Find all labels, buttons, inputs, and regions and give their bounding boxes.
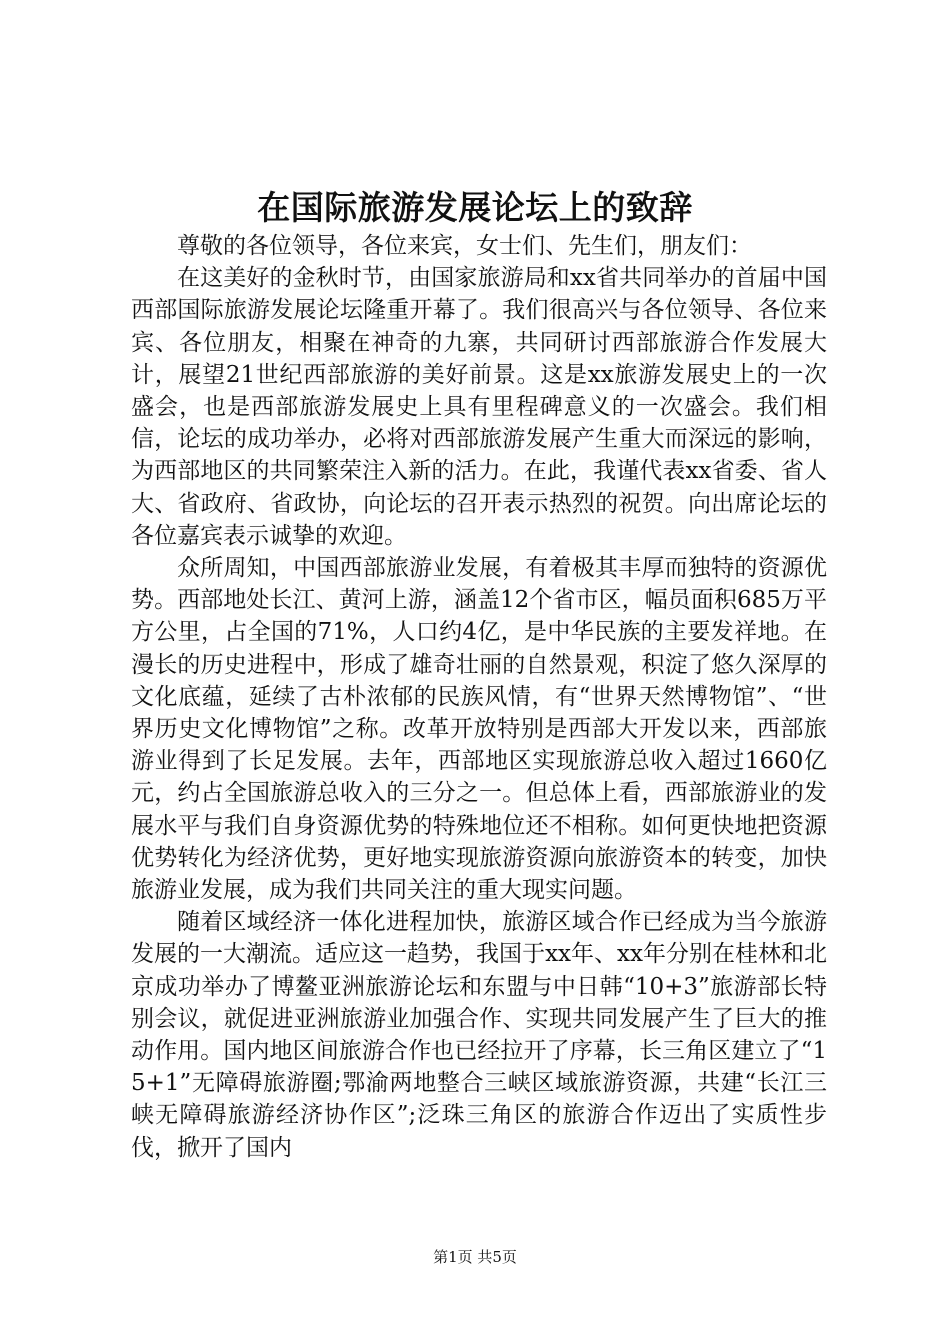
document-title: 在国际旅游发展论坛上的致辞	[257, 188, 693, 227]
salutation-paragraph: 尊敬的各位领导，各位来宾，女士们、先生们，朋友们：	[177, 233, 752, 259]
page-number-footer: 第1页 共5页	[433, 1248, 517, 1266]
body-paragraph: 众所周知，中国西部旅游业发展，有着极其丰厚而独特的资源优势。西部地处长江、黄河上游，涵盖12个省市区，幅员面积685万平方公里，占全国的71%，人口约4亿，是中华民族的主要发祥地。在漫长的历史进程中，形成了雄奇壮丽的自然景观，积淀了悠久深厚的文化底蕴，延续了古朴浓郁的民族风情，有“世界天然博物馆”、“世界历史文化博物馆”之称。改革开放特别是西部大开发以来，西部旅游业得到了长足发展。去年，西部地区实现旅游总收入超过1660亿元，约占全国旅游总收入的三分之一。但总体上看，西部旅游业的发展水平与我们自身资源优势的特殊地位还不相称。如何更快地把资源优势转化为经济优势，更好地实现旅游资源向旅游资本的转变，加快旅游业发展，成为我们共同关注的重大现实问题。	[131, 555, 827, 904]
document-body	[131, 230, 827, 1164]
body-paragraph: 随着区域经济一体化进程加快，旅游区域合作已经成为当今旅游发展的一大潮流。适应这一趋势，我国于xx年、xx年分别在桂林和北京成功举办了博鳌亚洲旅游论坛和东盟与中日韩“10+3”旅游部长特别会议，就促进亚洲旅游业加强合作、实现共同发展产生了巨大的推动作用。国内地区间旅游合作也已经拉开了序幕，长三角区建立了“15+1”无障碍旅游圈;鄂渝两地整合三峡区域旅游资源，共建“长江三峡无障碍旅游经济协作区”;泛珠三角区的旅游合作迈出了实质性步伐，掀开了国内	[131, 909, 827, 1161]
body-paragraph: 在这美好的金秋时节，由国家旅游局和xx省共同举办的首届中国西部国际旅游发展论坛隆重开幕了。我们很高兴与各位领导、各位来宾、各位朋友，相聚在神奇的九寨，共同研讨西部旅游合作发展大计，展望21世纪西部旅游的美好前景。这是xx旅游发展史上的一次盛会，也是西部旅游发展史上具有里程碑意义的一次盛会。我们相信，论坛的成功举办，必将对西部旅游发展产生重大而深远的影响，为西部地区的共同繁荣注入新的活力。在此，我谨代表xx省委、省人大、省政府、省政协，向论坛的召开表示热烈的祝贺。向出席论坛的各位嘉宾表示诚挚的欢迎。	[131, 265, 827, 549]
